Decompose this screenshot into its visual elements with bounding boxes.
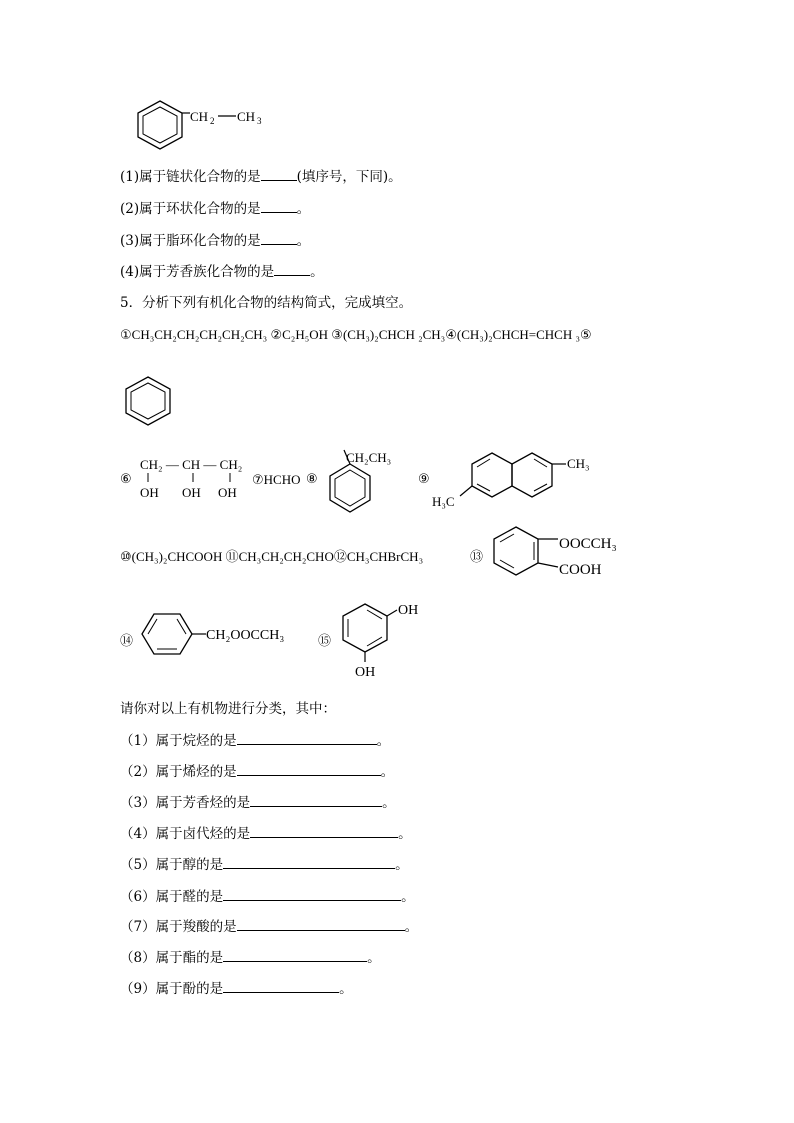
aspirin-structure — [488, 525, 648, 585]
question-2 — [120, 197, 310, 217]
compound-5-num: ⑤ — [580, 328, 592, 343]
resorcinol-structure — [335, 598, 435, 680]
classify-blank-1[interactable] — [237, 730, 377, 745]
substituent-sub2: 2 — [210, 116, 215, 126]
compound-8-structure — [322, 440, 412, 525]
compound-9-num: ⑨ — [418, 472, 430, 487]
question-3 — [120, 229, 310, 249]
classify-label-5: （5）属于醇的是 — [120, 857, 224, 873]
compound-row-10-12 — [120, 546, 423, 565]
resorcinol-oh-2: OH — [355, 665, 376, 680]
compound-7-formula: HCHO — [263, 472, 301, 487]
classify-label-9: （9）属于酚的是 — [120, 981, 224, 997]
question-1-text: (1)属于链状化合物的是 — [120, 169, 261, 185]
question-4-text: (4)属于芳香族化合物的是 — [120, 264, 275, 280]
compound-6-num: ⑥ — [120, 472, 132, 487]
compound-row-1 — [120, 327, 592, 343]
question-2-text: (2)属于环状化合物的是 — [120, 201, 261, 217]
classify-item-2 — [120, 760, 394, 780]
classify-blank-2[interactable] — [237, 761, 381, 776]
classify-blank-3[interactable] — [250, 792, 382, 807]
classify-label-4: （4）属于卤代烃的是 — [120, 826, 251, 842]
glycerol-structure — [138, 452, 256, 502]
compound-12-formula: CH₃CHBrCH₃ — [346, 549, 424, 564]
classify-item-7 — [120, 915, 418, 935]
classify-label-6: （6）属于醛的是 — [120, 889, 224, 905]
compound-14-num: ⑭ — [120, 634, 134, 649]
substituent-ch2: CH — [190, 109, 209, 124]
compound-2-formula: C₂H₅OH — [282, 327, 329, 342]
classify-end-1: 。 — [376, 733, 391, 749]
question-1-after: (填序号，下同)。 — [296, 169, 402, 185]
glycerol-chain: CH₂ — CH — CH₂ — [140, 457, 243, 472]
benzyl-acetate-structure — [136, 610, 316, 666]
classify-item-5 — [120, 853, 409, 873]
question-1 — [120, 165, 402, 185]
classify-label-3: （3）属于芳香烃的是 — [120, 795, 251, 811]
compound-7 — [252, 472, 301, 488]
classify-blank-5[interactable] — [223, 854, 395, 869]
naphthalene-ch3: CH₃ — [567, 456, 590, 471]
classify-item-9 — [120, 977, 353, 997]
classify-blank-7[interactable] — [237, 916, 405, 931]
classify-item-4 — [120, 822, 412, 842]
glycerol-oh-1: OH — [140, 485, 159, 500]
classify-blank-4[interactable] — [250, 823, 398, 838]
classify-end-7: 。 — [404, 919, 419, 935]
classify-blank-6[interactable] — [223, 886, 401, 901]
benzene-structure — [120, 375, 180, 427]
compound-8-num: ⑧ — [306, 472, 318, 487]
classify-end-4: 。 — [398, 826, 412, 842]
compound-11-formula: CH₃CH₂CH₂CHO — [238, 549, 334, 564]
resorcinol-oh-1: OH — [398, 603, 419, 618]
compound-3-formula: (CH₃)₂CHCH ₂CH₃ — [342, 327, 446, 342]
classify-end-2: 。 — [380, 764, 395, 780]
classify-item-6 — [120, 885, 415, 905]
aspirin-ester: OOCCH₃ — [559, 536, 617, 552]
glycerol-oh-2: OH — [182, 485, 201, 500]
compound-4-num: ④ — [445, 328, 457, 343]
substituent-ch3: CH — [237, 109, 256, 124]
compound-7-num: ⑦ — [252, 473, 264, 488]
classify-blank-9[interactable] — [223, 978, 339, 993]
compound-2-num: ② — [270, 328, 283, 343]
question-3-after: 。 — [296, 233, 311, 249]
substituent-sub3: 3 — [257, 116, 262, 126]
compound-15-num: ⑮ — [318, 634, 332, 649]
question-4 — [120, 260, 324, 280]
compound-12-num: ⑫ — [333, 550, 347, 565]
answer-blank-2[interactable] — [261, 198, 297, 213]
classify-label-2: （2）属于烯烃的是 — [120, 764, 237, 780]
compound-1-num: ① — [120, 328, 132, 343]
classify-label-1: （1）属于烷烃的是 — [120, 733, 237, 749]
question-2-after: 。 — [296, 201, 311, 217]
classify-item-3 — [120, 791, 396, 811]
compound-10-formula: (CH₃)₂CHCOOH — [131, 549, 223, 564]
answer-blank-4[interactable] — [274, 261, 310, 276]
classify-label-8: （8）属于酯的是 — [120, 950, 224, 966]
glycerol-oh-3: OH — [218, 485, 237, 500]
compound-4-formula: (CH₃)₂CHCH=CHCH ₃ — [456, 327, 581, 342]
classify-item-1 — [120, 729, 390, 749]
classify-end-6: 。 — [401, 889, 415, 905]
classify-label-7: （7）属于羧酸的是 — [120, 919, 237, 935]
classify-end-5: 。 — [395, 857, 409, 873]
compound-10-num: ⑩ — [120, 550, 132, 565]
answer-blank-3[interactable] — [261, 230, 297, 245]
compound-8-sub: CH₂CH₃ — [346, 450, 392, 465]
q5-title: 5．分析下列有机化合物的结构简式，完成填空。 — [120, 295, 413, 311]
question-3-text: (3)属于脂环化合物的是 — [120, 233, 261, 249]
question-4-after: 。 — [310, 264, 324, 280]
classify-blank-8[interactable] — [223, 947, 367, 962]
compound-3-num: ③ — [331, 328, 343, 343]
classify-item-8 — [120, 946, 381, 966]
naphthalene-h3c: H₃C — [432, 494, 455, 509]
classify-end-3: 。 — [382, 795, 396, 811]
compound-1-formula: CH₃CH₂CH₂CH₂CH₂CH₃ — [131, 327, 268, 342]
compound-13-num: ⑬ — [470, 550, 484, 565]
naphthalene-structure — [430, 448, 605, 513]
compound-11-num: ⑪ — [225, 550, 239, 565]
classify-intro: 请你对以上有机物进行分类，其中： — [120, 701, 336, 717]
benzyl-acetate-sub: CH₂OOCCH₃ — [206, 628, 285, 643]
classify-end-9: 。 — [339, 981, 353, 997]
aspirin-cooh: COOH — [559, 562, 602, 578]
ethylbenzene-structure — [110, 95, 290, 155]
classify-end-8: 。 — [367, 950, 381, 966]
answer-blank-1[interactable] — [261, 166, 297, 181]
